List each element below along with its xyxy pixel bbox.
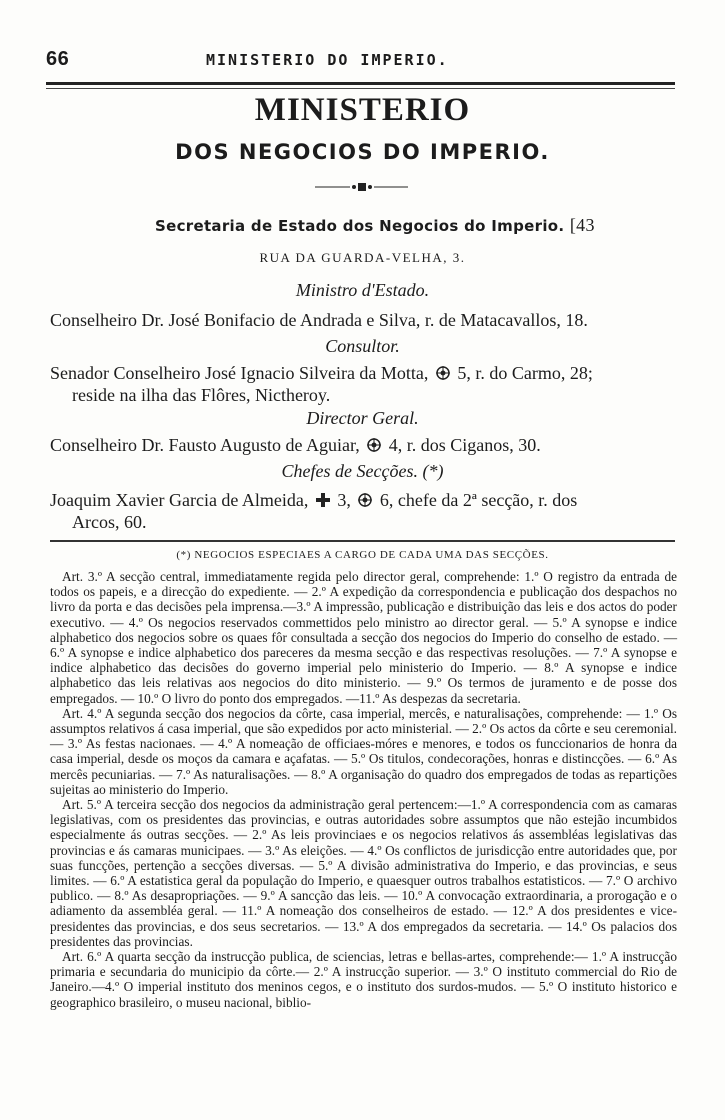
entry-consultor-address: 5, r. do Carmo, 28; [452,363,593,383]
role-ministro: Ministro d'Estado. [295,280,430,300]
role-chefes: Chefes de Secções. (*) [281,461,444,481]
entry-consultor [50,362,677,406]
ministry-subtitle: DOS NEGOCIOS DO IMPERIO. [175,140,550,164]
secretaria-number: [43 [569,215,595,235]
role-director: Director Geral. [306,408,419,428]
footnote-paragraph: Art. 4.º A segunda secção dos negocios da côrte, casa imperial, mercês, e naturalisações, comprehende: — 1.º Os assumptos relativos á casa imperial, que são expedidos por acto ministerial. — 2.º Os actos da côrte e seu ceremonial. — 3.º As festas nacionaes. — 4.º A nomeação de officiaes-móres e menores, e todos os funccionarios de honra da casa imperial, desde os moços da camara e açafatas. — 5.º Os titulos, condecorações, honras e distincções. — 6.º As mercês pecuniarias. — 7.º As naturalisações. — 8.º A organisação do quadro dos empregados de todas as repartições sujeitas ao ministerio do Imperio. [50,705,677,797]
secretaria-address: RUA DA GUARDA-VELHA, 3. [259,250,466,265]
footnote-heading: (*) NEGOCIOS ESPECIAES A CARGO DE CADA UMA DAS SECÇÕES. [176,549,549,561]
entry-director-name: Conselheiro Dr. Fausto Augusto de Aguiar, [50,435,365,455]
ministry-title: MINISTERIO [254,92,471,128]
entry-ministro [50,309,677,331]
header-rule-thin [46,88,675,89]
secretaria-line [155,215,595,236]
footnote-paragraph: Art. 5.º A terceira secção dos negocios da administração geral pertencem:—1.º A correspondencia com as camaras legislativas, com os presidentes das provincias, e outras autoridades sobre assumptos que não estejão incumbidos especialmente ás outras secções. — 2.º As leis provinciaes e os negocios relativos ás assembléas legislativas das provincias e ás camaras municipaes. — 3.º As eleições. — 4.º Os conflictos de jurisdicção entre autoridades que, por suas funcções, pertenção a secções diversas. — 5.º A divisão administrativa do Imperio, e das provincias, e seus limites. — 6.º A estatistica geral da população do Imperio, e quaesquer outros trabalhos estatisticos. — 7.º O archivo publico. — 8.º As desapropriações. — 9.º A sancção das leis. — 10.º A convocação extraordinaria, a prorogação e o adiamento da assembléa geral. — 11.º A nomeação dos conselheiros de estado. — 12.º A dos presidentes e vice-presidentes das provincias, e dos seus secretarios. — 13.º A dos empregados da secretaria. — 14.º Os palacios dos presidentes das provincias. [50,797,677,949]
entry-chefe-num: 3, [332,490,356,510]
footnote-paragraph: Art. 6.º A quarta secção da instrucção publica, de sciencias, letras e bellas-artes, comprehende:— 1.º A instrucção primaria e secundaria do municipio da côrte.— 2.º A instrucção superior. — 3.º O instituto commercial do Rio de Janeiro.—4.º O imperial instituto dos meninos cegos, e o instituto dos surdos-mudos. — 5.º O instituto historico e geographico brasileiro, o museu nacional, biblio- [50,949,677,1010]
cross-order-icon [315,492,331,508]
entry-director [50,434,677,456]
rose-order-icon [435,365,451,381]
running-title: MINISTERIO DO IMPERIO. [206,51,449,69]
page-number: 66 [46,48,70,70]
entry-chefe-name: Joaquim Xavier Garcia de Almeida, [50,490,313,510]
secretaria-label: Secretaria de Estado dos Negocios do Imperio. [155,217,565,235]
footnote-rule [50,540,675,542]
running-header [46,48,679,74]
footnote-body [50,569,677,1010]
entry-director-address: 4, r. dos Ciganos, 30. [384,435,541,455]
entry-ministro-text: Conselheiro Dr. José Bonifacio de Andrada e Silva, r. de Matacavallos, 18. [50,310,588,330]
rose-order-icon [366,437,382,453]
entry-consultor-residence: reside na ilha das Flôres, Nictheroy. [72,385,331,405]
entry-consultor-name: Senador Conselheiro José Ignacio Silveira da Motta, [50,363,433,383]
entry-chefe-role: 6, chefe da 2ª secção, r. dos [375,490,578,510]
role-consultor: Consultor. [325,336,400,356]
header-rule-thick [46,82,675,85]
entry-chefe [50,489,677,533]
ornament-divider-icon [300,180,420,194]
rose-order-icon [357,492,373,508]
entry-chefe-address: Arcos, 60. [72,512,147,532]
footnote-paragraph: Art. 3.º A secção central, immediatamente regida pelo director geral, comprehende: 1.º O registro da entrada de todos os papeis, e a direcção do expediente. — 2.º A expedição da correspondencia e publicação dos despachos no livro da porta e das decisões pela imprensa.—3.º A impressão, publicação e distribuição das leis e dos actos do poder executivo. — 4.º Os negocios reservados commettidos pelo ministro ao director geral. — 5.º A synopse e indice alphabetico dos negocios sobre os quaes fôr consultada a secção dos negocios do Imperio do conselho de estado. — 6.º A synopse e indice alphabetico dos pareceres da mesma secção e das respectivas resoluções. — 7.º A synopse e indice alphabetico das decisões do governo imperial pelo ministerio do Imperio. — 8.º A synopse e indice alphabetico das leis relativas aos negocios do dito ministerio. — 9.º Os termos de juramento e de posse dos empregados. — 10.º O livro do ponto dos empregados. —11.º As despezas da secretaria. [50,569,677,706]
